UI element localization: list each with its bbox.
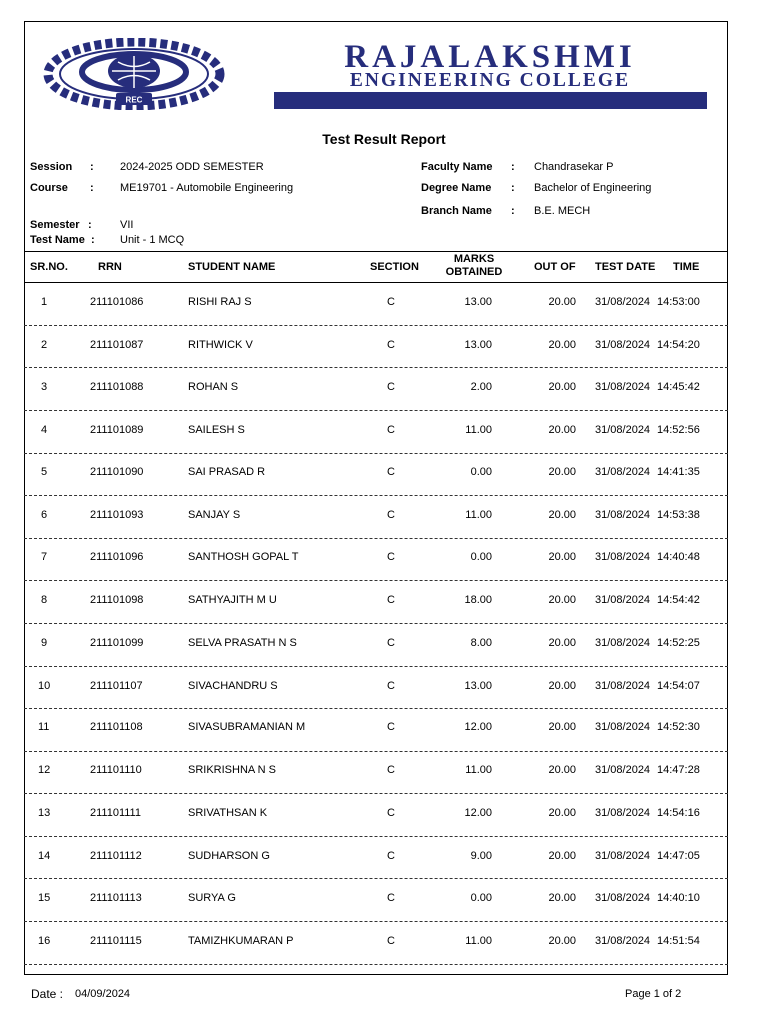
faculty-value: Chandrasekar P	[534, 161, 614, 173]
report-title: Test Result Report	[322, 131, 446, 147]
cell-srno: 15	[38, 892, 51, 904]
cell-srno: 5	[41, 466, 48, 478]
cell-srno: 8	[41, 594, 48, 606]
cell-test-date: 31/08/2024	[595, 935, 651, 947]
cell-rrn: 211101107	[90, 680, 143, 692]
cell-student-name: SANJAY S	[188, 509, 241, 521]
branch-label: Branch Name	[421, 205, 492, 217]
info-right	[421, 161, 721, 221]
cell-out-of: 20.00	[548, 339, 576, 351]
table-row	[24, 453, 728, 495]
cell-section: C	[387, 551, 395, 563]
cell-student-name: SANTHOSH GOPAL T	[188, 551, 299, 563]
cell-time: 14:52:25	[657, 637, 700, 649]
cell-student-name: SATHYAJITH M U	[188, 594, 277, 606]
cell-time: 14:45:42	[657, 381, 700, 393]
cell-time: 14:40:48	[657, 551, 700, 563]
college-banner-bar	[274, 92, 707, 109]
cell-test-date: 31/08/2024	[595, 594, 651, 606]
cell-test-date: 31/08/2024	[595, 721, 651, 733]
table-row	[24, 368, 728, 410]
cell-test-date: 31/08/2024	[595, 850, 651, 862]
cell-student-name: RISHI RAJ S	[188, 296, 252, 308]
cell-time: 14:47:05	[657, 850, 700, 862]
header-time: TIME	[673, 261, 700, 273]
logo-text: REC	[125, 95, 143, 105]
course-colon: :	[90, 182, 94, 194]
cell-student-name: SRIVATHSAN K	[188, 807, 268, 819]
cell-test-date: 31/08/2024	[595, 551, 651, 563]
cell-student-name: SIVASUBRAMANIAN M	[188, 721, 306, 733]
cell-srno: 11	[38, 721, 50, 733]
faculty-label: Faculty Name	[421, 161, 493, 173]
cell-rrn: 211101093	[90, 509, 144, 521]
table-row	[24, 794, 728, 836]
semester-label: Semester	[30, 219, 80, 231]
cell-marks: 13.00	[464, 680, 492, 692]
cell-srno: 10	[38, 680, 51, 692]
cell-srno: 12	[38, 764, 51, 776]
degree-label: Degree Name	[421, 182, 492, 194]
cell-section: C	[387, 296, 395, 308]
cell-time: 14:53:00	[657, 296, 700, 308]
semester-value: VII	[120, 219, 134, 231]
header-srno: SR.NO.	[30, 261, 68, 273]
cell-section: C	[387, 381, 395, 393]
cell-rrn: 211101115	[90, 935, 142, 947]
table-top-rule	[24, 251, 728, 252]
college-name	[272, 39, 708, 92]
header-marks-line1: MARKS	[453, 253, 495, 265]
college-logo	[42, 38, 226, 110]
cell-time: 14:52:56	[657, 424, 700, 436]
table-row	[24, 708, 728, 750]
table-row	[24, 581, 728, 623]
cell-time: 14:54:20	[657, 339, 700, 351]
cell-out-of: 20.00	[548, 381, 576, 393]
cell-srno: 9	[41, 637, 48, 649]
cell-student-name: SRIKRISHNA N S	[188, 764, 277, 776]
cell-out-of: 20.00	[548, 807, 576, 819]
cell-time: 14:47:28	[657, 764, 700, 776]
table-row	[24, 624, 728, 666]
cell-marks: 8.00	[470, 637, 492, 649]
cell-test-date: 31/08/2024	[595, 764, 651, 776]
cell-student-name: SELVA PRASATH N S	[188, 637, 297, 649]
cell-out-of: 20.00	[548, 466, 576, 478]
session-colon: :	[90, 161, 94, 173]
cell-rrn: 211101113	[90, 892, 142, 904]
cell-time: 14:51:54	[657, 935, 700, 947]
cell-rrn: 211101089	[90, 424, 144, 436]
cell-section: C	[387, 935, 395, 947]
cell-section: C	[387, 594, 395, 606]
faculty-colon: :	[511, 161, 515, 173]
cell-srno: 2	[41, 339, 48, 351]
cell-marks: 13.00	[464, 339, 492, 351]
cell-rrn: 211101099	[90, 637, 144, 649]
cell-section: C	[387, 637, 395, 649]
cell-srno: 16	[38, 935, 51, 947]
cell-time: 14:54:07	[657, 680, 700, 692]
test-name-label: Test Name	[30, 234, 85, 246]
table-row	[24, 326, 728, 368]
cell-rrn: 211101086	[90, 296, 144, 308]
table-row	[24, 879, 728, 921]
table-row	[24, 667, 728, 709]
cell-out-of: 20.00	[548, 594, 576, 606]
cell-marks: 11.00	[465, 935, 492, 947]
college-name-line2: ENGINEERING COLLEGE	[349, 70, 631, 91]
cell-rrn: 211101111	[90, 807, 141, 819]
branch-value: B.E. MECH	[534, 205, 591, 217]
header-marks-line2: OBTAINED	[445, 266, 503, 278]
info-left	[30, 161, 370, 256]
course-value: ME19701 - Automobile Engineering	[120, 182, 294, 194]
cell-rrn: 211101087	[90, 339, 144, 351]
footer-date: 04/09/2024	[75, 988, 131, 1000]
header-student-name: STUDENT NAME	[188, 261, 276, 273]
cell-section: C	[387, 680, 395, 692]
cell-out-of: 20.00	[548, 850, 576, 862]
session-label: Session	[30, 161, 73, 173]
header-rrn: RRN	[98, 261, 122, 273]
cell-srno: 1	[41, 296, 48, 308]
cell-time: 14:54:16	[657, 807, 700, 819]
cell-marks: 0.00	[470, 551, 492, 563]
degree-value: Bachelor of Engineering	[534, 182, 652, 194]
cell-student-name: TAMIZHKUMARAN P	[188, 935, 294, 947]
branch-colon: :	[511, 205, 515, 217]
cell-section: C	[387, 850, 395, 862]
cell-out-of: 20.00	[548, 637, 576, 649]
cell-out-of: 20.00	[548, 892, 576, 904]
cell-marks: 12.00	[464, 807, 492, 819]
cell-section: C	[387, 509, 395, 521]
table-row	[24, 496, 728, 538]
table-row	[24, 751, 728, 793]
degree-colon: :	[511, 182, 515, 194]
cell-time: 14:40:10	[657, 892, 700, 904]
cell-rrn: 211101098	[90, 594, 144, 606]
cell-student-name: SAILESH S	[188, 424, 245, 436]
cell-marks: 11.00	[465, 764, 492, 776]
cell-srno: 13	[38, 807, 51, 819]
cell-out-of: 20.00	[548, 721, 576, 733]
header-test-date: TEST DATE	[595, 261, 656, 273]
header-section: SECTION	[370, 261, 419, 273]
cell-marks: 2.00	[470, 381, 492, 393]
cell-srno: 7	[41, 551, 48, 563]
cell-rrn: 211101110	[90, 764, 142, 776]
cell-rrn: 211101108	[90, 721, 143, 733]
cell-test-date: 31/08/2024	[595, 807, 651, 819]
table-row	[24, 411, 728, 453]
cell-section: C	[387, 424, 395, 436]
semester-colon: :	[88, 219, 92, 231]
cell-marks: 11.00	[465, 424, 492, 436]
cell-test-date: 31/08/2024	[595, 339, 651, 351]
header-out-of: OUT OF	[534, 261, 576, 273]
session-value: 2024-2025 ODD SEMESTER	[120, 161, 264, 173]
cell-marks: 18.00	[464, 594, 492, 606]
cell-student-name: SIVACHANDRU S	[188, 680, 278, 692]
cell-marks: 9.00	[470, 850, 492, 862]
cell-marks: 13.00	[464, 296, 492, 308]
cell-srno: 3	[41, 381, 48, 393]
cell-rrn: 211101088	[90, 381, 144, 393]
cell-section: C	[387, 721, 395, 733]
cell-marks: 11.00	[465, 509, 492, 521]
cell-srno: 14	[38, 850, 51, 862]
header-marks-obtained	[434, 253, 514, 279]
cell-student-name: ROHAN S	[188, 381, 239, 393]
cell-section: C	[387, 892, 395, 904]
table-row	[24, 837, 728, 879]
cell-student-name: SUDHARSON G	[188, 850, 270, 862]
cell-test-date: 31/08/2024	[595, 381, 651, 393]
cell-out-of: 20.00	[548, 935, 576, 947]
table-row	[24, 283, 728, 325]
cell-test-date: 31/08/2024	[595, 637, 651, 649]
test-name-colon: :	[91, 234, 95, 246]
cell-marks: 0.00	[470, 466, 492, 478]
table-row	[24, 922, 728, 964]
cell-student-name: RITHWICK V	[188, 339, 253, 351]
cell-section: C	[387, 466, 395, 478]
cell-test-date: 31/08/2024	[595, 466, 651, 478]
cell-time: 14:53:38	[657, 509, 700, 521]
course-label: Course	[30, 182, 68, 194]
cell-test-date: 31/08/2024	[595, 296, 651, 308]
cell-out-of: 20.00	[548, 551, 576, 563]
cell-test-date: 31/08/2024	[595, 509, 651, 521]
footer-date-label: Date :	[31, 987, 64, 1001]
cell-out-of: 20.00	[548, 296, 576, 308]
college-name-line1: RAJALAKSHMI	[344, 39, 636, 75]
test-name-value: Unit - 1 MCQ	[120, 234, 185, 246]
cell-test-date: 31/08/2024	[595, 680, 651, 692]
cell-out-of: 20.00	[548, 509, 576, 521]
cell-marks: 0.00	[470, 892, 492, 904]
cell-rrn: 211101096	[90, 551, 144, 563]
cell-student-name: SURYA G	[188, 892, 236, 904]
cell-test-date: 31/08/2024	[595, 424, 651, 436]
cell-srno: 4	[41, 424, 48, 436]
cell-section: C	[387, 807, 395, 819]
cell-out-of: 20.00	[548, 680, 576, 692]
cell-rrn: 211101112	[90, 850, 142, 862]
footer-page-number: Page 1 of 2	[625, 988, 682, 1000]
cell-time: 14:41:35	[657, 466, 700, 478]
cell-out-of: 20.00	[548, 764, 576, 776]
cell-marks: 12.00	[464, 721, 492, 733]
cell-student-name: SAI PRASAD R	[188, 466, 266, 478]
cell-out-of: 20.00	[548, 424, 576, 436]
cell-time: 14:54:42	[657, 594, 700, 606]
cell-srno: 6	[41, 509, 48, 521]
row-divider	[24, 964, 728, 965]
cell-test-date: 31/08/2024	[595, 892, 651, 904]
cell-time: 14:52:30	[657, 721, 700, 733]
cell-section: C	[387, 339, 395, 351]
cell-section: C	[387, 764, 395, 776]
table-row	[24, 538, 728, 580]
cell-rrn: 211101090	[90, 466, 144, 478]
